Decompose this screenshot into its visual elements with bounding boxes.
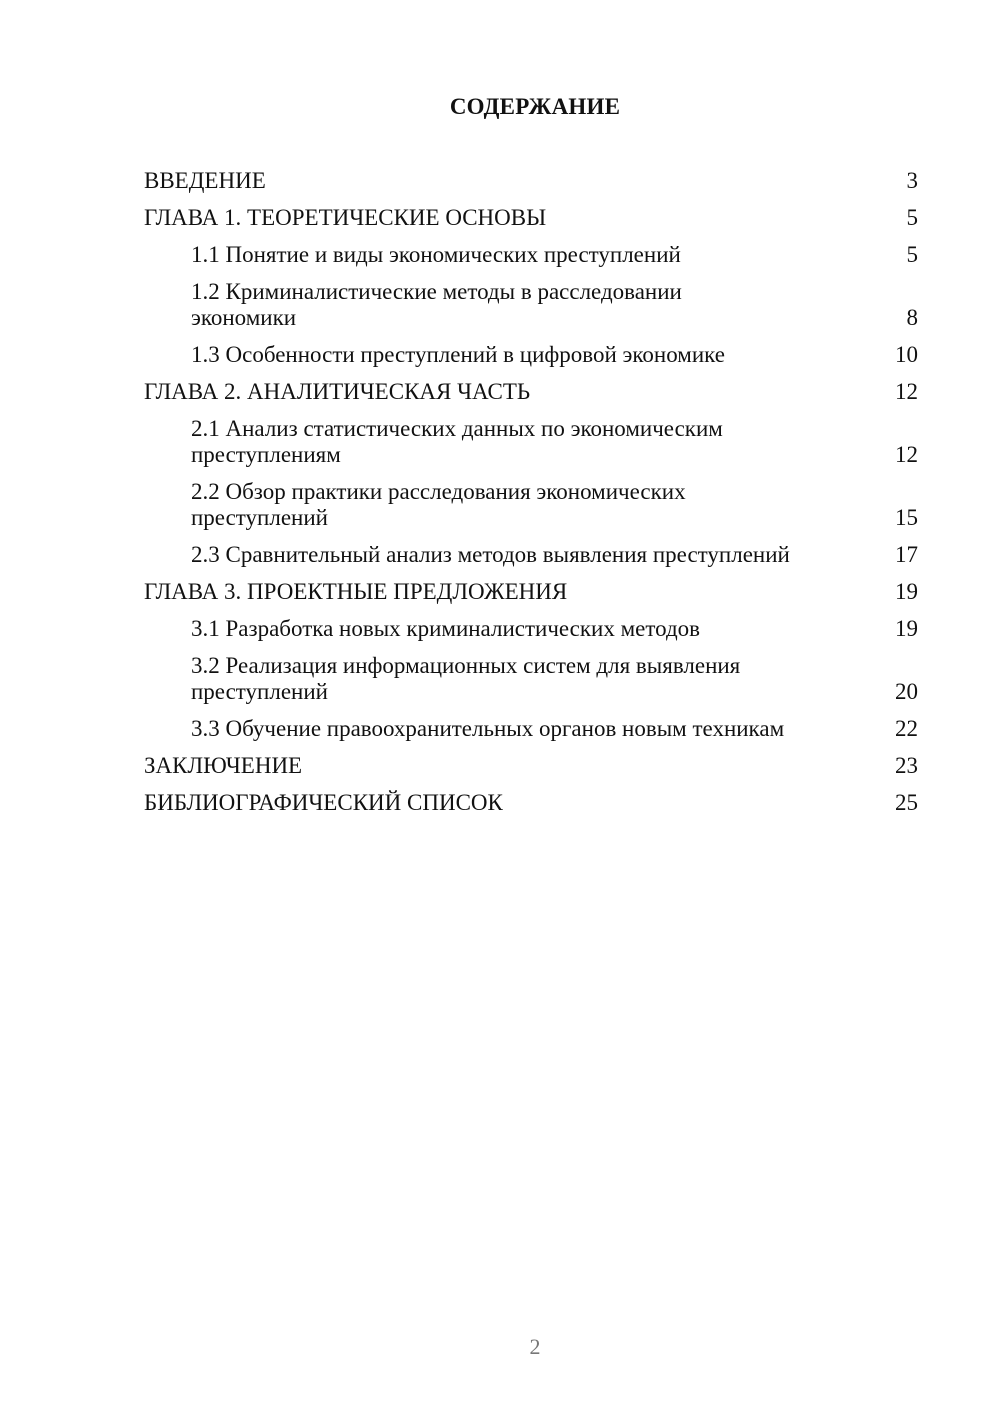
toc-entry-page: 25	[895, 790, 918, 815]
toc-entry-page: 12	[895, 379, 918, 404]
toc-entry-page: 12	[895, 442, 918, 467]
toc-entry-page: 8	[906, 305, 918, 330]
toc-entry-label: 3.3 Обучение правоохранительных органов новым техникам	[191, 716, 785, 741]
toc-entry-label: 2.3 Сравнительный анализ методов выявления преступлений	[191, 542, 790, 567]
toc-entry-page: 22	[895, 716, 918, 741]
toc-title: СОДЕРЖАНИЕ	[449, 94, 621, 119]
toc-entry-label: 3.1 Разработка новых криминалистических методов	[191, 616, 701, 641]
toc-entry-section-2-2[interactable]	[144, 479, 918, 531]
toc-entry-page: 23	[895, 753, 918, 778]
toc-entry-page: 20	[895, 679, 918, 704]
toc-entry-section-3-2[interactable]	[144, 653, 918, 705]
toc-entry-page: 5	[906, 242, 918, 267]
toc-entry-page: 19	[895, 579, 918, 604]
toc-entry-section-2-1[interactable]	[144, 416, 918, 468]
toc-entry-section-1-2[interactable]	[144, 279, 918, 331]
toc-entry-section-3-1[interactable]	[144, 616, 918, 642]
toc-entry-section-3-3[interactable]	[144, 716, 918, 742]
toc-entry-label: 1.3 Особенности преступлений в цифровой экономике	[191, 342, 725, 367]
toc-entry-label: ГЛАВА 2. АНАЛИТИЧЕСКАЯ ЧАСТЬ	[144, 379, 531, 404]
toc-entry-page: 19	[895, 616, 918, 641]
toc-entry-label: ЗАКЛЮЧЕНИЕ	[144, 753, 303, 778]
toc-entry-page: 3	[906, 168, 918, 193]
toc-entry-label: ГЛАВА 3. ПРОЕКТНЫЕ ПРЕДЛОЖЕНИЯ	[144, 579, 568, 604]
toc-entry-label: БИБЛИОГРАФИЧЕСКИЙ СПИСОК	[144, 790, 503, 815]
toc-entry-label: 3.2 Реализация информационных систем для выявления преступлений	[191, 653, 741, 704]
toc-entry-label: 1.2 Криминалистические методы в расследовании экономики	[191, 279, 682, 330]
toc-entry-chapter-1[interactable]	[144, 205, 918, 231]
toc-entry-section-1-1[interactable]	[144, 242, 918, 268]
table-of-contents	[144, 168, 918, 827]
toc-entry-introduction[interactable]	[144, 168, 918, 194]
toc-entry-page: 15	[895, 505, 918, 530]
page-number: 2	[529, 1334, 541, 1359]
toc-entry-label: ВВЕДЕНИЕ	[144, 168, 266, 193]
toc-entry-section-1-3[interactable]	[144, 342, 918, 368]
toc-entry-label: ГЛАВА 1. ТЕОРЕТИЧЕСКИЕ ОСНОВЫ	[144, 205, 547, 230]
toc-entry-section-2-3[interactable]	[144, 542, 918, 568]
toc-entry-bibliography[interactable]	[144, 790, 918, 816]
toc-entry-label: 2.2 Обзор практики расследования экономических преступлений	[191, 479, 686, 530]
toc-entry-conclusion[interactable]	[144, 753, 918, 779]
toc-entry-page: 5	[906, 205, 918, 230]
toc-entry-chapter-2[interactable]	[144, 379, 918, 405]
toc-entry-label: 2.1 Анализ статистических данных по экономическим преступлениям	[191, 416, 723, 467]
toc-entry-page: 17	[895, 542, 918, 567]
toc-entry-label: 1.1 Понятие и виды экономических преступлений	[191, 242, 681, 267]
toc-entry-chapter-3[interactable]	[144, 579, 918, 605]
toc-entry-page: 10	[895, 342, 918, 367]
